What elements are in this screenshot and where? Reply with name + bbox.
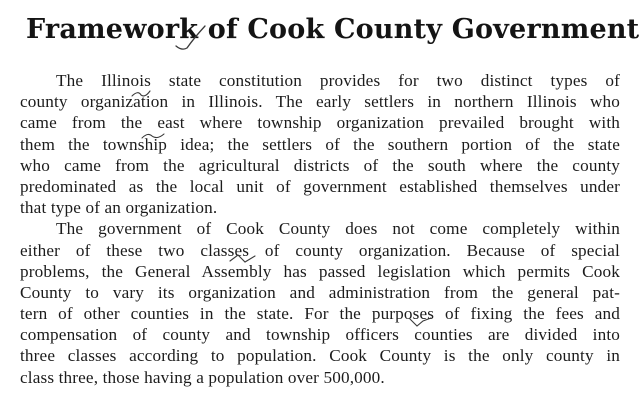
text-line: them the township idea; the settlers of the southern portion of the state — [20, 134, 620, 154]
body-text — [20, 70, 620, 388]
text-line: that type of an organization. — [20, 198, 218, 218]
text-line: problems, the General Assembly has passed legislation which permits Cook — [20, 261, 620, 281]
text-line: came from the east where township organization prevailed brought with — [20, 113, 620, 133]
text-line: who came from the agricultural districts of the south where the county — [20, 155, 620, 175]
text-line: The Illinois state constitution provides for two distinct types of — [56, 71, 620, 90]
text-line: tern of other counties in the state. For the purposes of fixing the fees and — [20, 304, 620, 324]
text-line: predominated as the local unit of government established themselves under — [20, 176, 620, 196]
text-line: either of these two classes of county organization. Because of special — [20, 240, 620, 260]
paragraph-1 — [20, 70, 620, 218]
text-line: class three, those having a population over 500,000. — [20, 367, 385, 387]
text-line: County to vary its organization and administration from the general pat- — [20, 282, 620, 302]
paragraph-2 — [20, 218, 620, 388]
text-line: compensation of county and township officers counties are divided into — [20, 325, 620, 345]
text-line: county organization in Illinois. The early settlers in northern Illinois who — [20, 92, 620, 112]
text-line: three classes according to population. Cook County is the only county in — [20, 346, 620, 366]
page-title: Framework of Cook County Government — [26, 14, 640, 45]
text-line: The government of Cook County does not come completely within — [56, 219, 620, 239]
